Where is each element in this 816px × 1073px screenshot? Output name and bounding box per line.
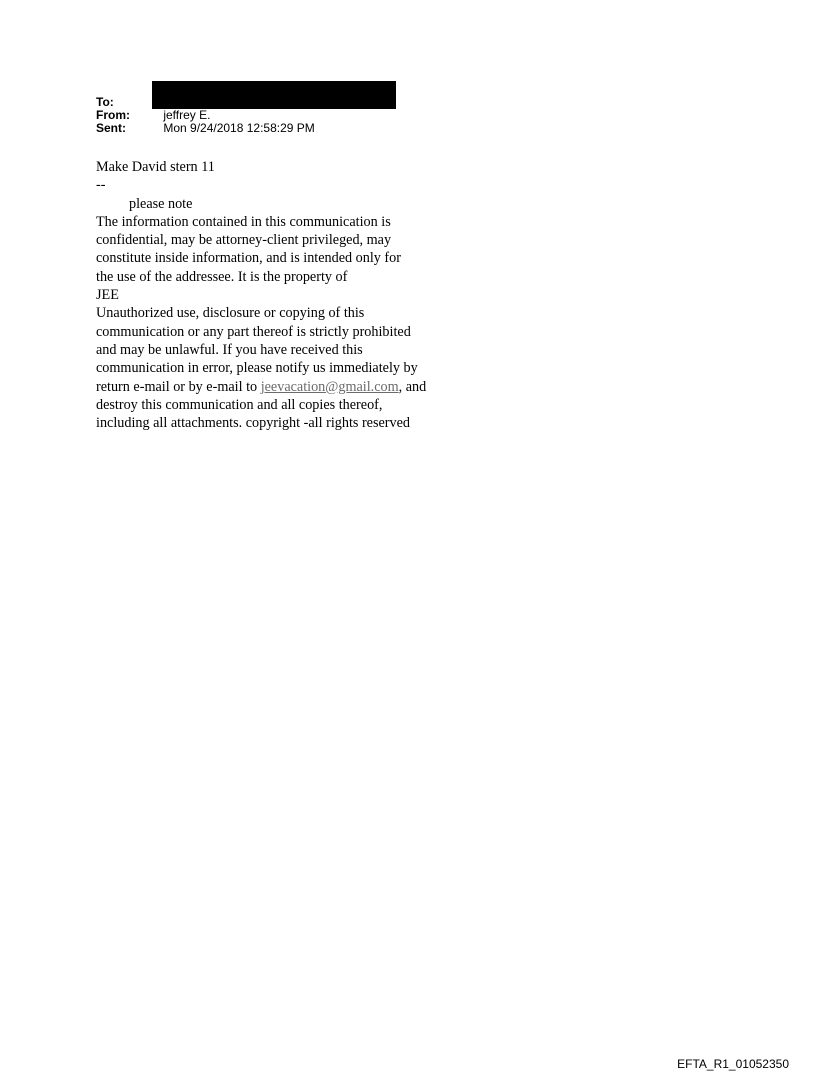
closing-line: destroy this communication and all copies thereof, <box>96 396 383 413</box>
disclaimer-line: confidential, may be attorney-client privileged, may <box>96 232 392 249</box>
email-body <box>96 158 476 432</box>
email-header <box>96 96 315 135</box>
signature-separator: -- <box>96 177 106 194</box>
sent-row <box>96 122 315 135</box>
return-email-line <box>96 378 476 396</box>
disclaimer-line: and may be unlawful. If you have received this <box>96 341 363 358</box>
disclaimer-line: constitute inside information, and is intended only for <box>96 250 401 267</box>
return-suffix: , and <box>398 378 427 395</box>
disclaimer-line: communication in error, please notify us immediately by <box>96 360 418 377</box>
sent-label: Sent: <box>96 121 126 135</box>
message-line: Make David stern 11 <box>96 159 215 175</box>
sent-value: Mon 9/24/2018 12:58:29 PM <box>163 121 315 135</box>
from-value: jeffrey E. <box>163 108 211 122</box>
from-label: From: <box>96 108 130 122</box>
disclaimer-line: the use of the addressee. It is the property of <box>96 268 348 285</box>
disclaimer-line: The information contained in this communication is <box>96 213 391 230</box>
document-id: EFTA_R1_01052350 <box>677 1057 789 1071</box>
please-note-line: please note <box>129 195 193 212</box>
disclaimer-line: JEE <box>96 287 119 304</box>
email-link[interactable]: jeevacation@gmail.com <box>260 378 399 395</box>
disclaimer-line: Unauthorized use, disclosure or copying of this <box>96 305 365 322</box>
closing-line: including all attachments. copyright -all rights reserved <box>96 415 411 432</box>
return-prefix: return e-mail or by e-mail to <box>96 378 261 395</box>
disclaimer-line: communication or any part thereof is strictly prohibited <box>96 323 411 340</box>
to-label: To: <box>96 95 114 109</box>
redaction-block <box>152 81 396 109</box>
